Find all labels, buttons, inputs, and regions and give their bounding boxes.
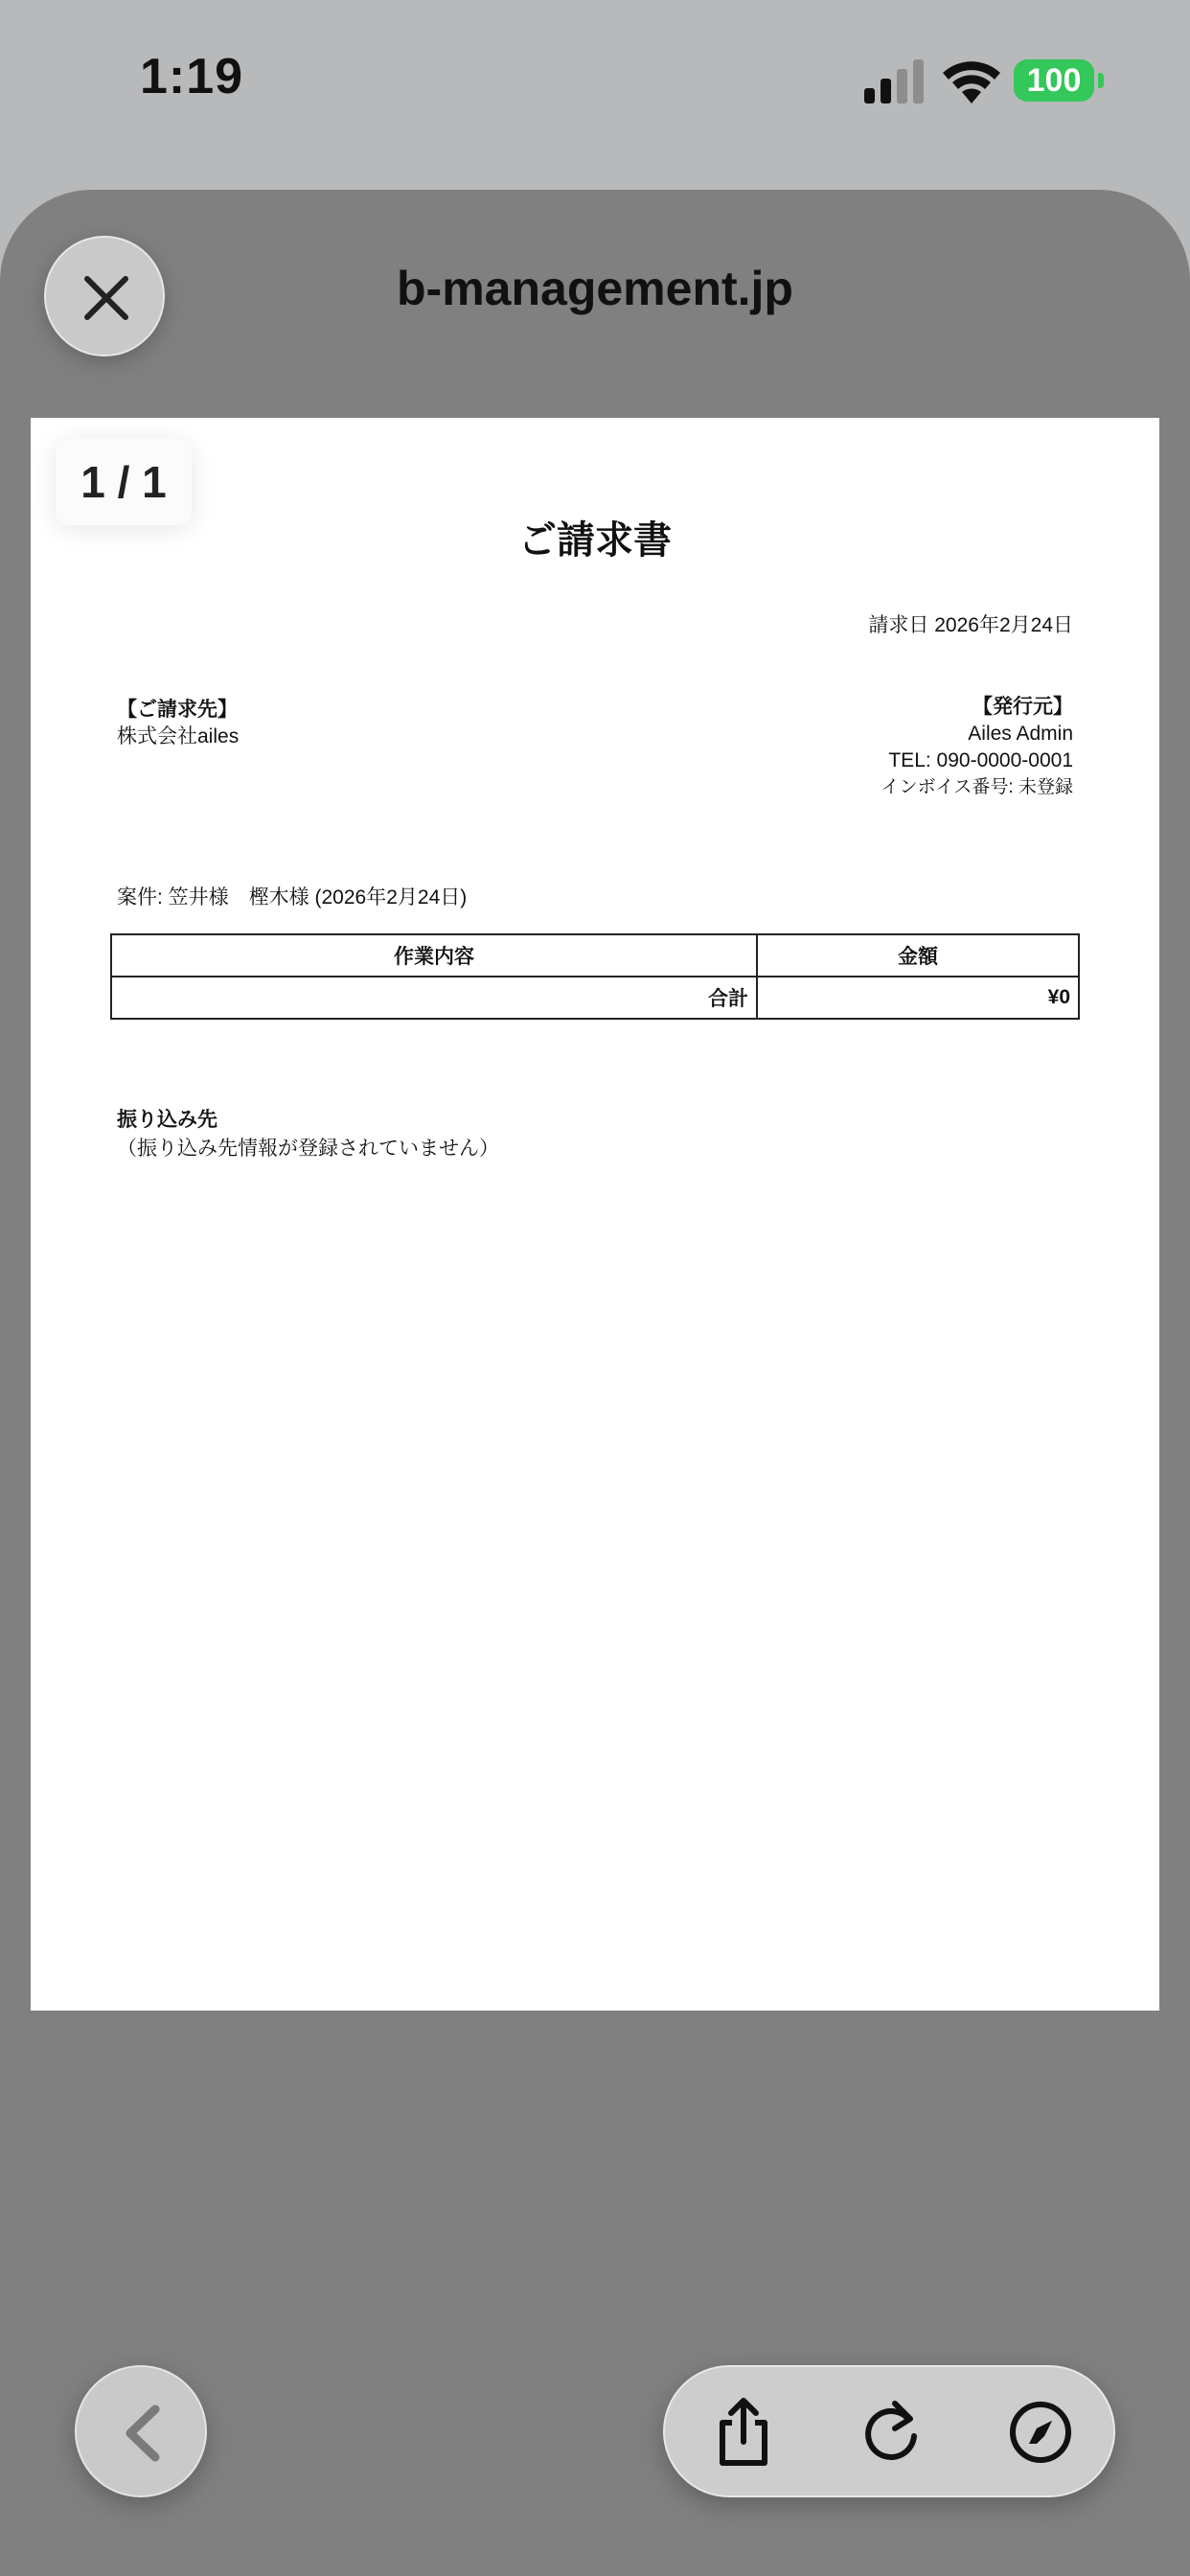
page-indicator: 1 / 1 bbox=[56, 439, 192, 525]
bottom-toolbar bbox=[663, 2365, 1115, 2497]
wifi-icon bbox=[943, 61, 1000, 104]
table-total-row bbox=[111, 977, 1079, 1019]
issuer-name: Ailes Admin bbox=[968, 723, 1073, 745]
invoice-title: ご請求書 bbox=[518, 519, 672, 562]
total-label: 合計 bbox=[111, 977, 757, 1019]
issuer-invoice-number: インボイス番号: 未登録 bbox=[881, 777, 1073, 797]
status-icons bbox=[860, 59, 1110, 104]
reload-button[interactable] bbox=[853, 2394, 929, 2471]
issuer-tel: TEL: 090-0000-0001 bbox=[888, 749, 1073, 771]
status-bar bbox=[0, 0, 1190, 172]
cellular-signal-icon bbox=[860, 59, 927, 104]
table-header-row bbox=[111, 934, 1079, 977]
battery-icon: 100 bbox=[1014, 59, 1094, 102]
bank-heading: 振り込み先 bbox=[117, 1109, 217, 1131]
battery-cap bbox=[1098, 73, 1104, 88]
share-icon bbox=[705, 2394, 782, 2471]
back-icon bbox=[119, 2404, 167, 2463]
back-button[interactable] bbox=[75, 2365, 207, 2497]
project-line: 案件: 笠井様 樫木様 (2026年2月24日) bbox=[117, 886, 468, 908]
safari-compass-icon bbox=[1002, 2394, 1079, 2471]
issuer-heading: 【発行元】 bbox=[973, 696, 1073, 718]
site-title: b-management.jp bbox=[397, 262, 793, 315]
status-time: 1:19 bbox=[140, 49, 244, 104]
bill-to-heading: 【ご請求先】 bbox=[117, 699, 238, 721]
share-button[interactable] bbox=[705, 2394, 782, 2471]
reload-icon bbox=[853, 2394, 929, 2471]
bank-note: （振り込み先情報が登録されていません） bbox=[117, 1138, 499, 1160]
open-in-safari-button[interactable] bbox=[1002, 2394, 1079, 2471]
issuer-block bbox=[881, 694, 1073, 801]
table-header-amount: 金額 bbox=[757, 934, 1079, 977]
pdf-document-page bbox=[31, 418, 1159, 2011]
bill-to-name: 株式会社ailes bbox=[117, 725, 240, 748]
invoice-date: 請求日 2026年2月24日 bbox=[868, 614, 1073, 636]
invoice-table bbox=[110, 933, 1080, 1020]
total-value: ¥0 bbox=[757, 977, 1079, 1019]
table-header-work: 作業内容 bbox=[111, 934, 757, 977]
